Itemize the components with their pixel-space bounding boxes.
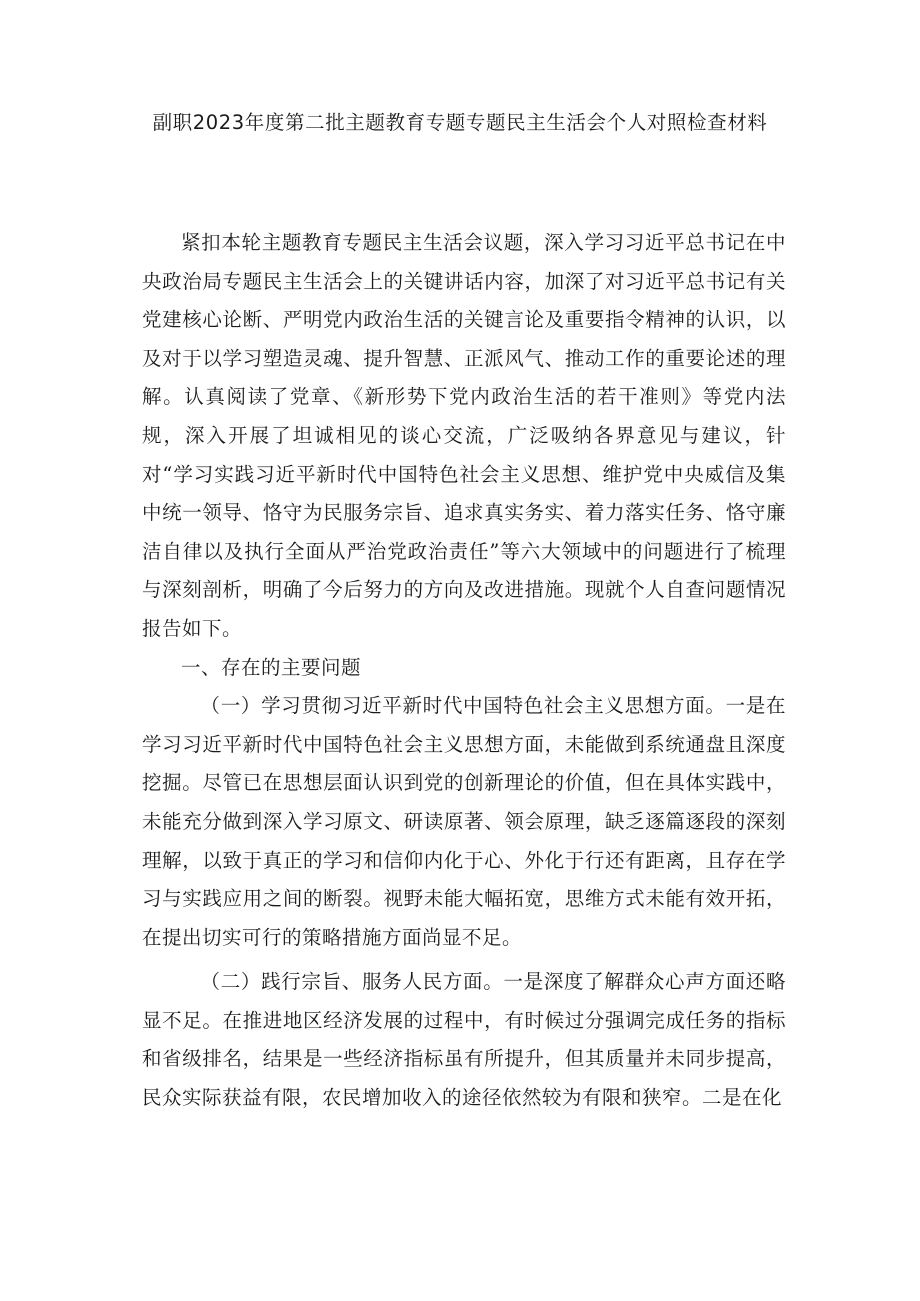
- document-title: 副职2023年度第二批主题教育专题专题民主生活会个人对照检查材料: [152, 111, 768, 134]
- issue-paragraph-2: （二）践行宗旨、服务人民方面。一是深度了解群众心声方面还略显不足。在推进地区经济发展的过程中，有时候过分强调完成任务的指标和省级排名，结果是一些经济指标虽有所提升，但其质量并未同步提高，民众实际获益有限，农民增加收入的途径依然较为有限和狭窄。二是在化: [142, 970, 786, 1110]
- intro-paragraph: 紧扣本轮主题教育专题民主生活会议题，深入学习习近平总书记在中央政治局专题民主生活会上的关键讲话内容，加深了对习近平总书记有关党建核心论断、严明党内政治生活的关键言论及重要指令精神的认识，以及对于以学习塑造灵魂、提升智慧、正派风气、推动工作的重要论述的理解。认真阅读了党章、《新形势下党内政治生活的若干准则》等党内法规，深入开展了坦诚相见的谈心交流，广泛吸纳各界意见与建议，针对“学习实践习近平新时代中国特色社会主义思想、维护党中央威信及集中统一领导、恪守为民服务宗旨、追求真实务实、着力落实任务、恪守廉洁自律以及执行全面从严治党政治责任”等六大领域中的问题进行了梳理与深刻剖析，明确了今后努力的方向及改进措施。现就个人自查问题情况报告如下。: [142, 231, 786, 640]
- issue-paragraph-1: （一）学习贯彻习近平新时代中国特色社会主义思想方面。一是在学习习近平新时代中国特色社会主义思想方面，未能做到系统通盘且深度挖掘。尽管已在思想层面认识到党的创新理论的价值，但在具体实践中，未能充分做到深入学习原文、研读原著、领会原理，缺乏逐篇逐段的深刻理解，以致于真正的学习和信仰内化于心、外化于行还有距离，且存在学习与实践应用之间的断裂。视野未能大幅拓宽，思维方式未能有效开拓，在提出切实可行的策略措施方面尚显不足。: [142, 694, 786, 949]
- document-body: [142, 224, 786, 1118]
- section-heading: 一、存在的主要问题: [181, 655, 362, 679]
